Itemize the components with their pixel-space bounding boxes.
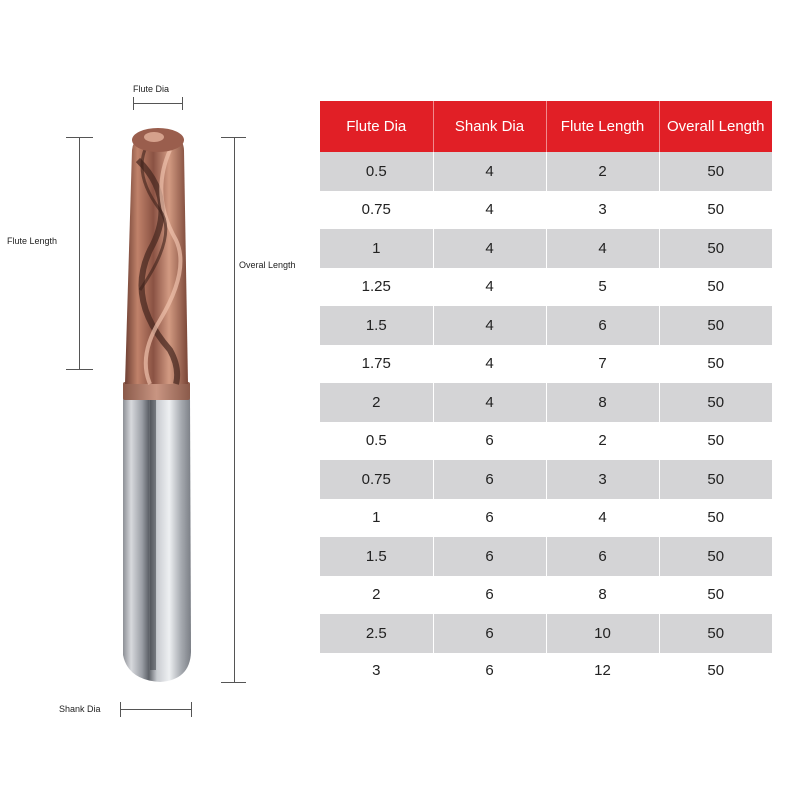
cell-flute-length: 12 [546,653,659,689]
shank-highlight [150,400,156,670]
cell-shank-dia: 6 [433,653,546,689]
cell-flute-dia: 1.25 [320,268,433,307]
cell-flute-dia: 0.75 [320,191,433,230]
header-flute-length: Flute Length [546,101,659,152]
tool-shank [123,396,191,682]
cell-flute-length: 8 [546,576,659,615]
flute-dia-line [133,103,183,104]
cell-flute-length: 4 [546,229,659,268]
flute-dia-tick-right [182,97,183,110]
cell-overall-length: 50 [659,191,772,230]
cell-shank-dia: 4 [433,306,546,345]
cell-overall-length: 50 [659,383,772,422]
cell-overall-length: 50 [659,345,772,384]
table-row [320,345,772,384]
cell-shank-dia: 6 [433,499,546,538]
shank-dia-tick-right [191,702,192,717]
cell-overall-length: 50 [659,499,772,538]
cell-shank-dia: 6 [433,537,546,576]
table-row [320,460,772,499]
cell-flute-length: 10 [546,614,659,653]
cell-shank-dia: 6 [433,614,546,653]
cell-overall-length: 50 [659,460,772,499]
cell-flute-length: 7 [546,345,659,384]
cell-shank-dia: 4 [433,229,546,268]
cell-flute-dia: 1 [320,229,433,268]
cell-flute-length: 6 [546,537,659,576]
cell-flute-length: 3 [546,460,659,499]
header-overall-length: Overall Length [659,101,772,152]
shank-dia-tick-left [120,702,121,717]
cell-overall-length: 50 [659,152,772,191]
cell-shank-dia: 4 [433,268,546,307]
flute-length-tick-top [66,137,93,138]
table-row [320,152,772,191]
cell-overall-length: 50 [659,537,772,576]
cell-shank-dia: 6 [433,576,546,615]
cell-overall-length: 50 [659,229,772,268]
cell-flute-length: 2 [546,422,659,461]
cell-flute-dia: 1.5 [320,537,433,576]
cell-overall-length: 50 [659,576,772,615]
table-row [320,614,772,653]
cell-flute-dia: 1.5 [320,306,433,345]
cell-flute-length: 4 [546,499,659,538]
flute-length-tick-bottom [66,369,93,370]
header-shank-dia: Shank Dia [433,101,546,152]
cell-shank-dia: 4 [433,191,546,230]
cell-flute-dia: 1 [320,499,433,538]
cell-flute-dia: 0.5 [320,152,433,191]
cell-flute-dia: 0.5 [320,422,433,461]
overall-length-line [234,137,235,682]
table-row [320,537,772,576]
table-row [320,268,772,307]
flute-dia-tick-left [133,97,134,110]
overall-length-label: Overal Length [239,260,296,270]
cell-shank-dia: 4 [433,345,546,384]
overall-length-tick-top [221,137,246,138]
shank-dia-label: Shank Dia [59,704,101,714]
cell-shank-dia: 4 [433,152,546,191]
flute-dia-label: Flute Dia [133,84,170,94]
cell-flute-dia: 2 [320,576,433,615]
table-row [320,383,772,422]
cell-flute-dia: 2.5 [320,614,433,653]
table-row [320,576,772,615]
table-row [320,499,772,538]
table-header-row [320,101,772,152]
shank-dia-line [120,709,191,710]
table-row [320,653,772,689]
cell-shank-dia: 6 [433,422,546,461]
cell-flute-dia: 1.75 [320,345,433,384]
cell-flute-dia: 2 [320,383,433,422]
coating-band [123,382,190,400]
spec-table [320,101,772,689]
overall-length-tick-bottom [221,682,246,683]
end-mill-illustration [0,0,320,800]
cell-flute-dia: 3 [320,653,433,689]
table-row [320,229,772,268]
flute-length-label: Flute Length [7,236,58,246]
flute-length-line [79,137,80,369]
cell-flute-length: 2 [546,152,659,191]
header-flute-dia: Flute Dia [320,101,433,152]
cell-overall-length: 50 [659,653,772,689]
cell-flute-length: 5 [546,268,659,307]
cell-overall-length: 50 [659,268,772,307]
cell-overall-length: 50 [659,614,772,653]
cell-overall-length: 50 [659,306,772,345]
cell-flute-dia: 0.75 [320,460,433,499]
table-row [320,191,772,230]
table-row [320,306,772,345]
cell-shank-dia: 6 [433,460,546,499]
cell-overall-length: 50 [659,422,772,461]
cell-flute-length: 6 [546,306,659,345]
cell-flute-length: 3 [546,191,659,230]
cell-flute-length: 8 [546,383,659,422]
table-row [320,422,772,461]
cell-shank-dia: 4 [433,383,546,422]
